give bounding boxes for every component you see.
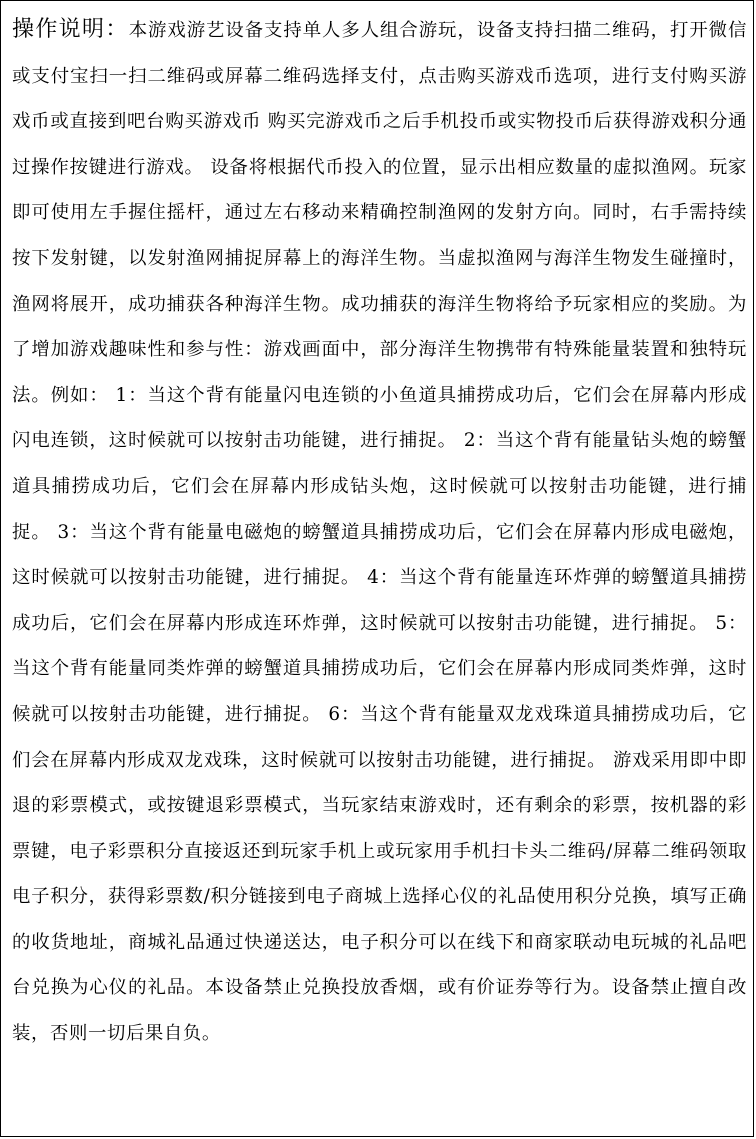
instructions-body: 本游戏游艺设备支持单人多人组合游玩，设备支持扫描二维码，打开微信或支付宝扫一扫二维码或屏幕二维码选择支付，点击购买游戏币选项，进行支付购买游戏币或直接到吧台购买游戏币 购买完游戏币之后手机投币或实物投币后获得游戏积分通过操作按键进行游戏。 设备将根据代币投入的位置，显示出相应数量的虚拟渔网。玩家即可使用左手握住摇杆，通过左右移动来精确控制渔网的发射方向。同时，右手需持续按下发射键，以发射渔网捕捉屏幕上的海洋生物。当虚拟渔网与海洋生物发生碰撞时，渔网将展开，成功捕获各种海洋生物。成功捕获的海洋生物将给予玩家相应的奖励。为了增加游戏趣味性和参与性：游戏画面中，部分海洋生物携带有特殊能量装置和独特玩法。例如： 1：当这个背有能量闪电连锁的小鱼道具捕捞成功后，它们会在屏幕内形成闪电连锁，这时候就可以按射击功能键，进行捕捉。 2：当这个背有能量钻头炮的螃蟹道具捕捞成功后，它们会在屏幕内形成钻头炮，这时候就可以按射击功能键，进行捕捉。 3：当这个背有能量电磁炮的螃蟹道具捕捞成功后，它们会在屏幕内形成电磁炮，这时候就可以按射击功能键，进行捕捉。 4：当这个背有能量连环炸弹的螃蟹道具捕捞成功后，它们会在屏幕内形成连环炸弹，这时候就可以按射击功能键，进行捕捉。 5：当这个背有能量同类炸弹的螃蟹道具捕捞成功后，它们会在屏幕内形成同类炸弹，这时候就可以按射击功能键，进行捕捉。 6：当这个背有能量双龙戏珠道具捕捞成功后，它们会在屏幕内形成双龙戏珠，这时候就可以按射击功能键，进行捕捉。 游戏采用即中即退的彩票模式，或按键退彩票模式，当玩家结束游戏时，还有剩余的彩票，按机器的彩票键，电子彩票积分直接返还到玩家手机上或玩家用手机扫卡头二维码/屏幕二维码领取电子积分，获得彩票数/积分链接到电子商城上选择心仪的礼品使用积分兑换，填写正确的收货地址，商城礼品通过快递送达，电子积分可以在线下和商家联动电玩城的礼品吧台兑换为心仪的礼品。本设备禁止兑换投放香烟，或有价证券等行为。设备禁止擅自改装，否则一切后果自负。 [12, 20, 747, 1045]
instructions-heading: 操作说明： [12, 17, 129, 42]
instructions-paragraph [12, 7, 747, 1057]
